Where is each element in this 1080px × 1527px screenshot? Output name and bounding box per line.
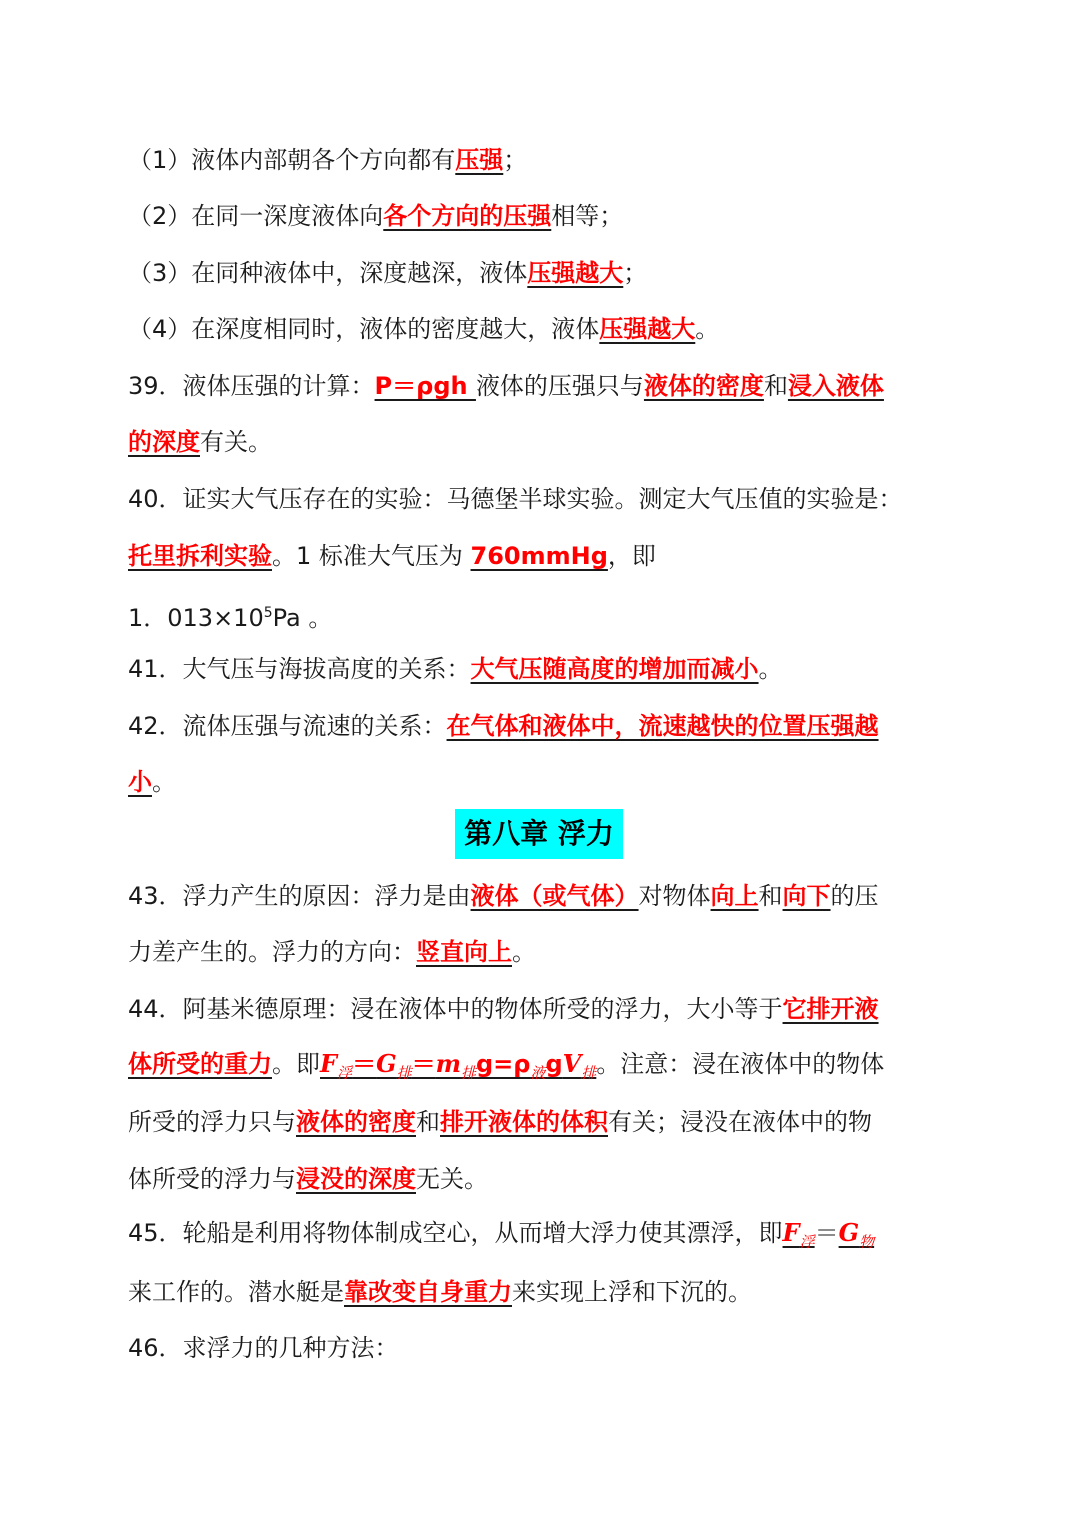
formula: $G_物$ <box>838 1218 875 1251</box>
item-41: 41．大气压与海拔高度的关系：大气压随高度的增加而减小。 <box>128 655 783 683</box>
rule-line-1: （1）液体内部朝各个方向都有压强； <box>128 146 528 174</box>
answer: 体所受的重力 <box>128 1050 272 1078</box>
item-43-line-1: 43．浮力产生的原因：浮力是由液体（或气体）对物体向上和向下的压 <box>128 882 879 910</box>
answer: 在气体和液体中，流速越快的位置压强越 <box>446 712 879 740</box>
answer: 向上 <box>710 882 759 910</box>
item-45-line-2: 来工作的。潜水艇是靠改变自身重力来实现上浮和下沉的。 <box>128 1278 752 1306</box>
answer: P＝ρgh <box>374 372 476 400</box>
answer: 浸没的深度 <box>296 1165 416 1193</box>
answer: 小 <box>128 768 152 796</box>
item-44-line-4: 体所受的浮力与浸没的深度无关。 <box>128 1165 488 1193</box>
item-42-line-2: 小。 <box>128 768 176 796</box>
answer: 压强 <box>455 146 504 174</box>
formula: $F_浮$ <box>782 1218 815 1251</box>
rule-line-3: （3）在同种液体中，深度越深，液体压强越大； <box>128 259 648 287</box>
answer: 液体的密度 <box>296 1108 416 1136</box>
answer: 压强越大 <box>527 259 624 287</box>
item-39-line-1: 39．液体压强的计算：P＝ρgh 液体的压强只与液体的密度和浸入液体 <box>128 372 884 400</box>
answer: 压强越大 <box>599 315 696 343</box>
item-44-line-3: 所受的浮力只与液体的密度和排开液体的体积有关；浸没在液体中的物 <box>128 1108 872 1136</box>
item-43-line-2: 力差产生的。浮力的方向：竖直向上。 <box>128 938 536 966</box>
answer: 大气压随高度的增加而减小 <box>470 655 759 683</box>
answer: 竖直向上 <box>416 938 512 966</box>
answer: 各个方向的压强 <box>383 202 552 230</box>
item-44-line-1: 44．阿基米德原理：浸在液体中的物体所受的浮力，大小等于它排开液 <box>128 995 879 1023</box>
item-39-line-2: 的深度有关。 <box>128 428 272 456</box>
answer: 浸入液体 <box>787 372 884 400</box>
rule-line-4: （4）在深度相同时，液体的密度越大，液体压强越大。 <box>128 315 720 343</box>
item-40-line-3: 1．$013\times 10^5Pa$ 。 <box>128 604 333 632</box>
rule-line-2: （2）在同一深度液体向各个方向的压强相等； <box>128 202 624 230</box>
answer: 向下 <box>782 882 831 910</box>
answer: 托里拆利实验 <box>128 542 272 570</box>
answer: 的深度 <box>128 428 200 456</box>
item-46: 46．求浮力的几种方法： <box>128 1334 399 1362</box>
item-40-line-2: 托里拆利实验。1 标准大气压为 760mmHg，即 <box>128 542 656 570</box>
answer: 排开液体的体积 <box>440 1108 608 1136</box>
item-45-line-1: 45．轮船是利用将物体制成空心，从而增大浮力使其漂浮，即$F_浮=G_物$ <box>128 1218 875 1251</box>
item-44-line-2: 体所受的重力。即$F_浮=G_排=m_排g=\rho_液gV_排$。注意：浸在液体中的物体 <box>128 1049 885 1082</box>
answer: 液体（或气体） <box>470 882 639 910</box>
item-40-line-1: 40．证实大气压存在的实验：马德堡半球实验。测定大气压值的实验是： <box>128 485 903 513</box>
chapter-heading: 第八章 浮力 <box>455 809 623 859</box>
item-42-line-1: 42．流体压强与流速的关系：在气体和液体中，流速越快的位置压强越 <box>128 712 879 740</box>
formula: $F_浮=G_排=m_排g=\rho_液gV_排$ <box>320 1049 597 1082</box>
answer: 760mmHg <box>470 542 608 570</box>
answer: 靠改变自身重力 <box>344 1278 512 1306</box>
answer: 液体的密度 <box>643 372 764 400</box>
answer: 它排开液 <box>782 995 879 1023</box>
